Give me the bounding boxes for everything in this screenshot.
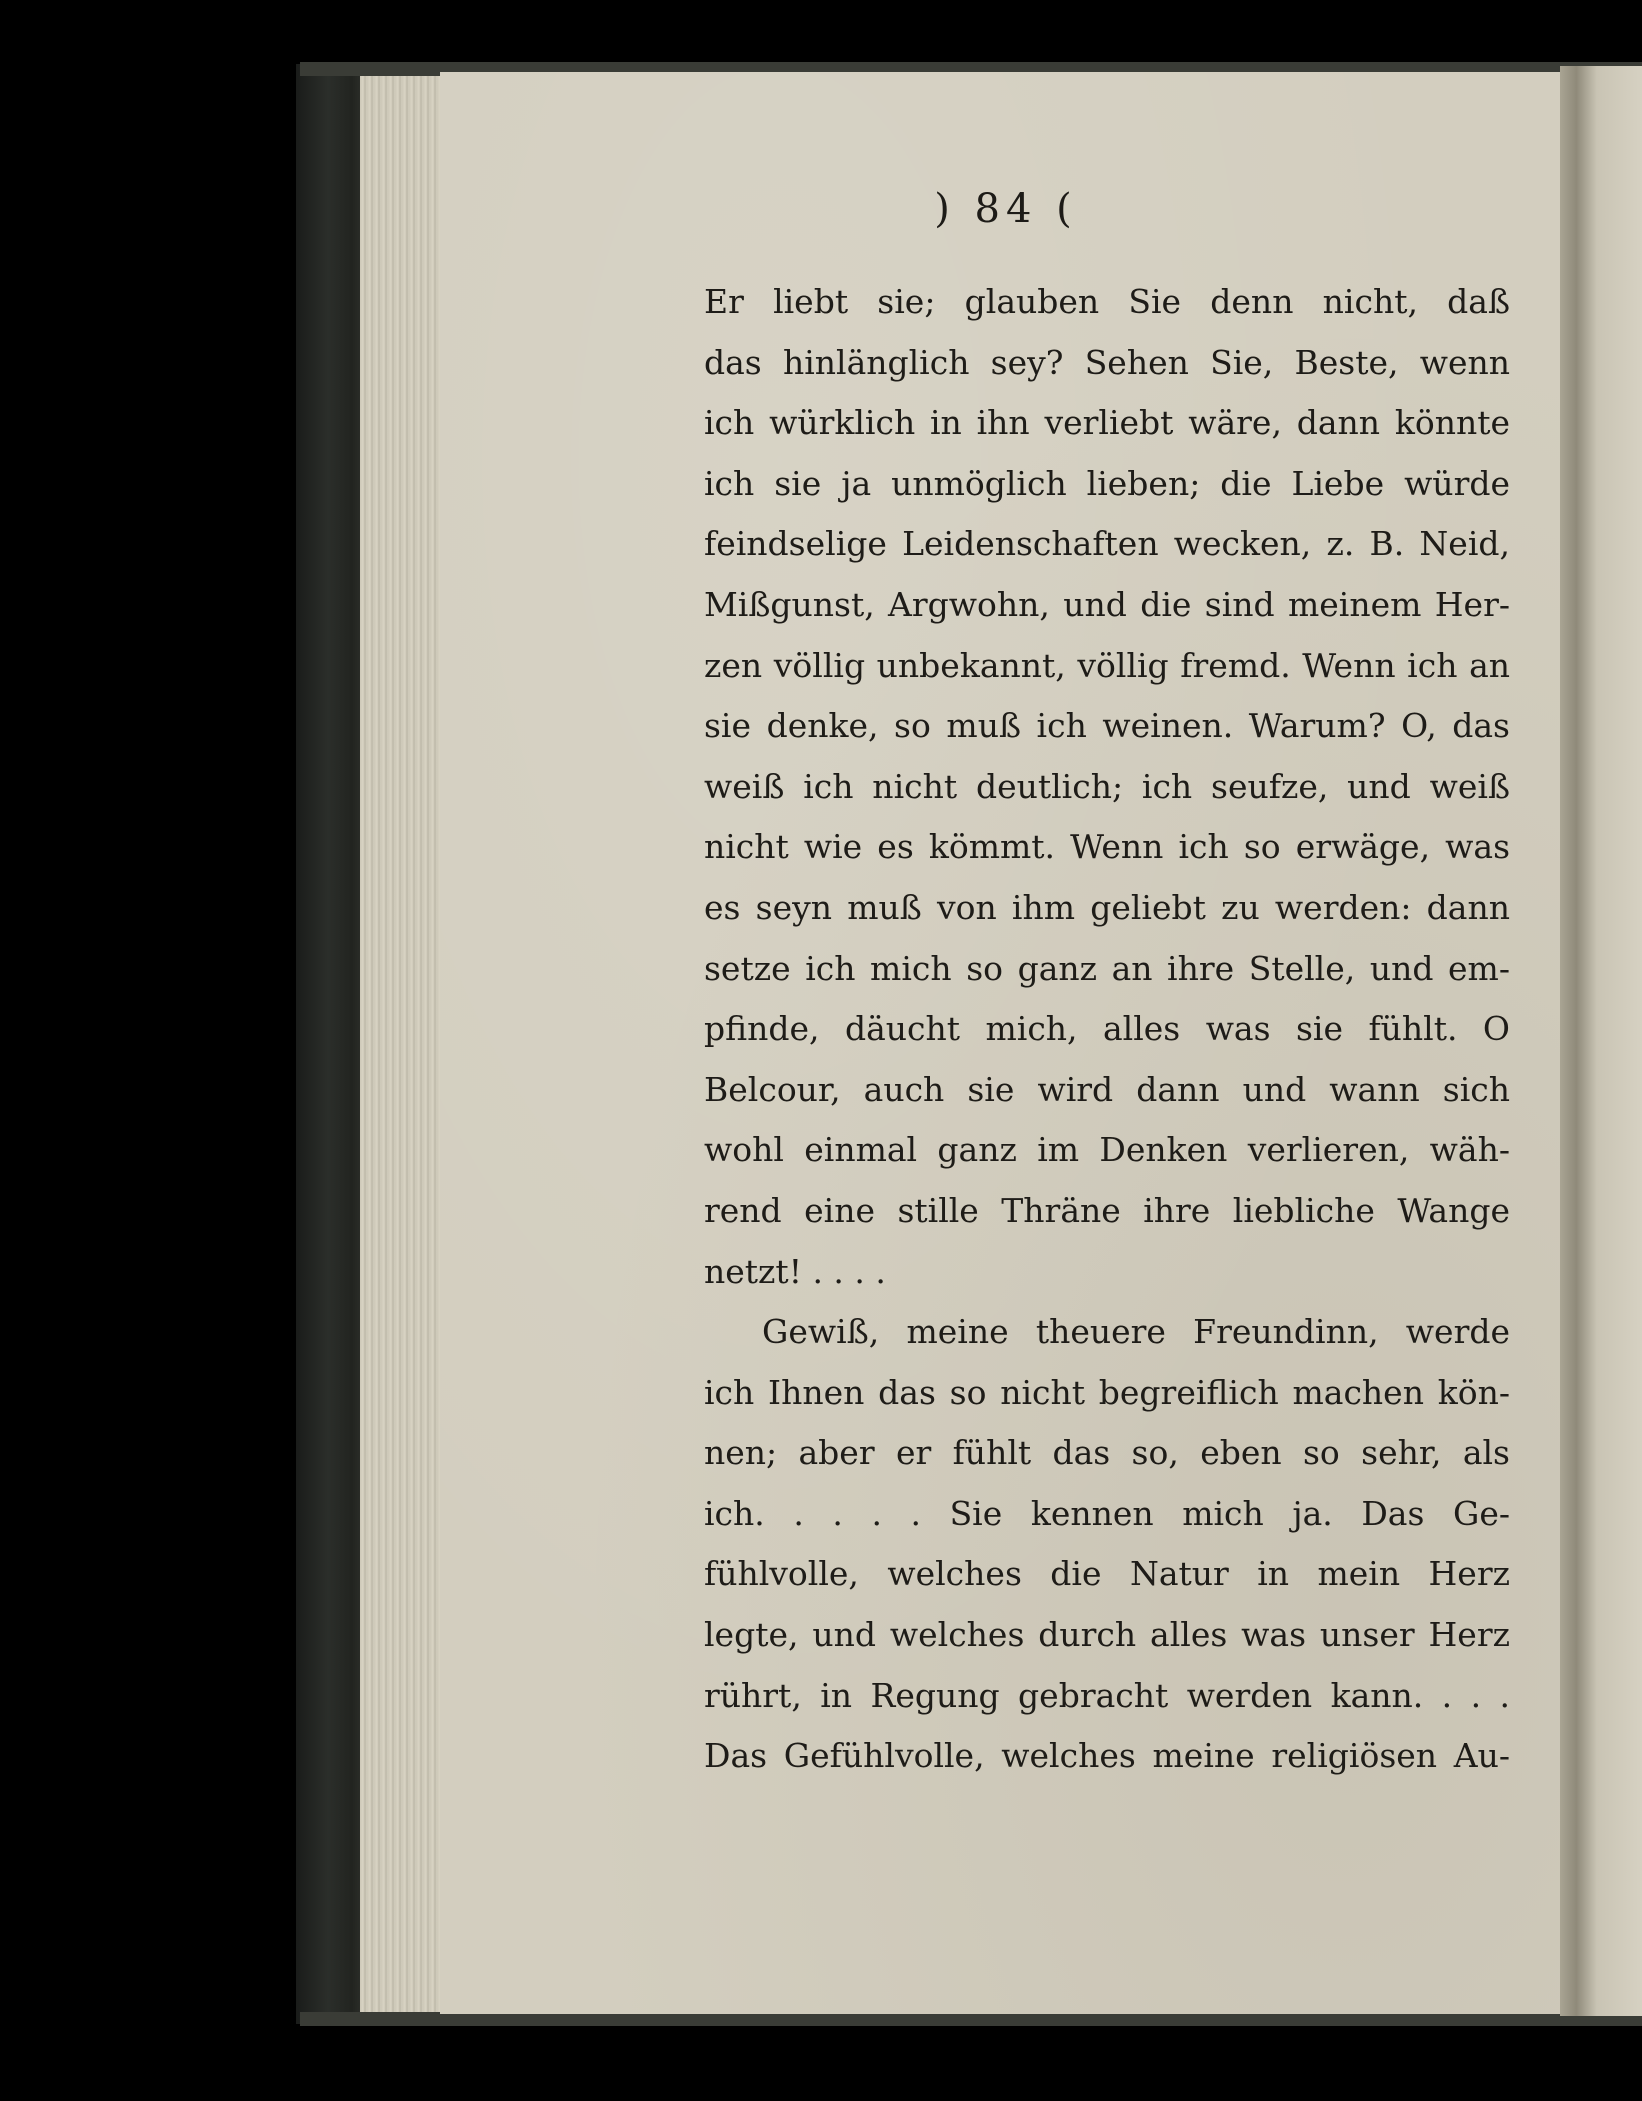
book-page [440,72,1572,2014]
text-line: ich sie ja unmöglich lieben; die Liebe würde [704,463,1510,503]
book-gutter [1560,66,1642,2016]
text-line: pfinde, däucht mich, alles was sie fühlt. O [704,1009,1510,1049]
text-line: netzt! . . . . [704,1251,886,1291]
text-line: fühlvolle, welches die Natur in mein Herz [704,1554,1510,1594]
text-line: sie denke, so muß ich weinen. Warum? O, das [704,706,1510,746]
text-line: Das Gefühlvolle, welches meine religiösen Au- [704,1736,1510,1776]
text-line: Belcour, auch sie wird dann und wann sich [704,1069,1510,1109]
text-line: Er liebt sie; glauben Sie denn nicht, daß [704,282,1510,321]
text-line: nen; aber er fühlt das so, eben so sehr, als [704,1433,1510,1473]
text-line: nicht wie es kömmt. Wenn ich so erwäge, was [704,827,1510,867]
text-line: setze ich mich so ganz an ihre Stelle, und em- [704,948,1510,988]
text-line: Mißgunst, Argwohn, und die sind meinem Her- [704,584,1510,624]
text-line: wohl einmal ganz im Denken verlieren, wäh- [704,1130,1510,1170]
text-line: ich Ihnen das so nicht begreiflich machen kön- [704,1372,1510,1412]
cover-bottom-edge [300,2012,1642,2026]
page-number: ) 84 ( [934,186,1078,232]
text-line: ich würklich in ihn verliebt wäre, dann könnte [704,403,1510,443]
text-line: weiß ich nicht deutlich; ich seufze, und weiß [704,766,1510,806]
text-line: zen völlig unbekannt, völlig fremd. Wenn ich an [704,645,1510,685]
text-line: Gewiß, meine theuere Freundinn, werde [762,1312,1510,1352]
text-line: rührt, in Regung gebracht werden kann. . . . [704,1675,1510,1715]
page-body-text [704,272,1510,1787]
text-line: rend eine stille Thräne ihre liebliche Wange [704,1190,1510,1230]
text-line: legte, und welches durch alles was unser Herz [704,1615,1510,1655]
text-line: es seyn muß von ihm geliebt zu werden: dann [704,887,1510,927]
text-line: ich. . . . . Sie kennen mich ja. Das Ge- [704,1493,1510,1533]
text-line: feindselige Leidenschaften wecken, z. B. Neid, [704,524,1510,564]
text-line: das hinlänglich sey? Sehen Sie, Beste, wenn [704,342,1510,382]
